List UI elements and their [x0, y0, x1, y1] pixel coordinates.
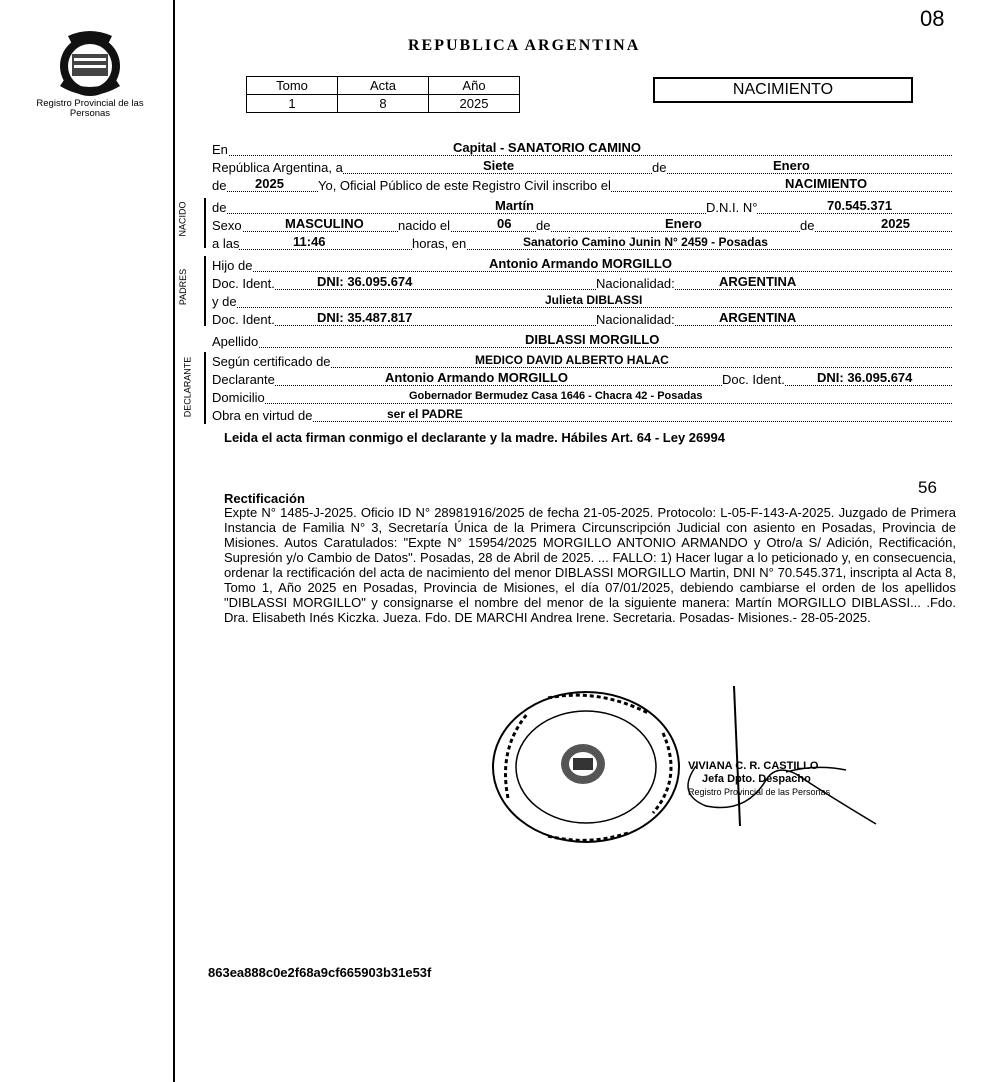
- row-domicilio: [212, 388, 952, 405]
- value-padre-doc: DNI: 36.095.674: [317, 274, 413, 289]
- label-doc2: Doc. Ident.: [212, 312, 275, 327]
- row-inscribo: [212, 176, 952, 193]
- provincial-seal-logo: [50, 28, 130, 100]
- value-nac-mes: Enero: [665, 216, 702, 231]
- label-doc3: Doc. Ident.: [722, 372, 785, 387]
- org-name: Registro Provincial de las Personas: [36, 98, 144, 119]
- label-domicilio: Domicilio: [212, 390, 265, 405]
- document-hash: 863ea888c0e2f68a9cf665903b31e53f: [208, 965, 432, 980]
- handwritten-signature: [676, 684, 896, 834]
- label-de: de: [652, 160, 667, 175]
- value-mes: Enero: [773, 158, 810, 173]
- row-obra: [212, 406, 952, 423]
- label-sexo: Sexo: [212, 218, 242, 233]
- value-dia: Siete: [483, 158, 515, 173]
- value-nac-anio: 2025: [881, 216, 910, 231]
- value-domicilio: Gobernador Bermudez Casa 1646 - Chacra 42 - Posadas: [409, 390, 703, 402]
- value-declarante-doc: DNI: 36.095.674: [817, 370, 913, 385]
- official-stamp: [488, 688, 684, 846]
- bracket-declarante: [204, 352, 206, 424]
- label-doc: Doc. Ident.: [212, 276, 275, 291]
- value-dni: 70.545.371: [827, 198, 893, 213]
- row-declarante: [212, 370, 952, 387]
- value-anio: 2025: [255, 176, 284, 191]
- label-republica: República Argentina, a: [212, 160, 343, 175]
- label-obra: Obra en virtud de: [212, 408, 313, 423]
- value-tomo: 1: [247, 95, 338, 113]
- value-acta: 8: [338, 95, 429, 113]
- label-section-padres: PADRES: [178, 268, 189, 306]
- signer-name: VIVIANA C. R. CASTILLO: [688, 760, 819, 772]
- label-de3: de: [212, 200, 227, 215]
- label-certificado: Según certificado de: [212, 354, 331, 369]
- header-anio: Año: [429, 77, 520, 95]
- leida-text: Leida el acta firman conmigo el declarante y la madre. Hábiles Art. 64 - Ley 26994: [224, 430, 725, 445]
- bracket-nacido: [204, 198, 206, 248]
- value-declarante: Antonio Armando MORGILLO: [385, 370, 568, 385]
- value-certificado: MEDICO DAVID ALBERTO HALAC: [475, 353, 669, 367]
- value-en: Capital - SANATORIO CAMINO: [453, 140, 642, 155]
- header-acta: Acta: [338, 77, 429, 95]
- row-apellido: [212, 332, 952, 349]
- row-sexo: [212, 216, 952, 233]
- value-inscribo-tipo: NACIMIENTO: [785, 176, 868, 191]
- row-padre-doc: [212, 274, 952, 291]
- label-nacionalidad2: Nacionalidad:: [596, 312, 675, 327]
- label-oficial: Yo, Oficial Público de este Registro Civil inscribo el: [318, 178, 611, 193]
- value-sexo: MASCULINO: [285, 216, 364, 231]
- label-horas: horas, en: [412, 236, 467, 251]
- signer-org: Registro Provincial de las Personas: [688, 787, 831, 797]
- rectificacion-title: Rectificación: [224, 491, 305, 506]
- label-declarante: Declarante: [212, 372, 275, 387]
- value-anio: 2025: [429, 95, 520, 113]
- value-madre-nac: ARGENTINA: [719, 310, 797, 325]
- value-hora: 11:46: [293, 234, 326, 249]
- label-nac-de2: de: [800, 218, 815, 233]
- value-apellido: DIBLASSI MORGILLO: [525, 332, 660, 347]
- label-en: En: [212, 142, 228, 157]
- rectificacion-body: Expte N° 1485-J-2025. Oficio ID N° 28981916/2025 de fecha 21-05-2025. Protocolo: L-05-F-143-A-2025. Juzgado de Primera Instancia de Familia N° 3, Secretaría Única de la Primera Circunscripción Judicial con asiento en Posadas, Provincia de Misiones. Autos Caratulados: "Expte N° 15954/2025 MORGILLO ANTONIO ARMANDO y Otro/a S/ Adición, Rectificación, Supresión y/o Cambio de Datos". Posadas, 28 de Abril de 2025. ... FALLO: 1) Hacer lugar a lo peticionado y, en consecuencia, ordenar la rectificación del acta de nacimiento del menor DIBLASSI MORGILLO Martin, DNI N° 70.545.371, inscripta al Acta 8, Tomo 1, Año 2025 en Posadas, Provincia de Misiones, el día 07/01/2025, debiendo cambiarse el orden de los apellidos "DIBLASSI MORGILLO" y consignarse el nombre del menor de la siguiente manera: Martín MORGILLO DIBLASSI... .Fdo. Dra. Elisabeth Inés Kiczka. Jueza. Fdo. DE MARCHI Andrea Irene. Secretaria. Posadas- Misiones.- 28-05-2025.: [224, 505, 956, 625]
- sheet-number: 08: [920, 6, 945, 31]
- document-title: REPUBLICA ARGENTINA: [408, 37, 641, 54]
- row-madre-doc: [212, 310, 952, 327]
- signature-stamp: [688, 760, 830, 799]
- label-nac-de: de: [536, 218, 551, 233]
- label-nacionalidad: Nacionalidad:: [596, 276, 675, 291]
- label-yde: y de: [212, 294, 237, 309]
- value-madre: Julieta DIBLASSI: [545, 293, 643, 307]
- row-hora: [212, 234, 952, 251]
- header-tomo: Tomo: [247, 77, 338, 95]
- value-padre-nac: ARGENTINA: [719, 274, 797, 289]
- bracket-padres: [204, 256, 206, 326]
- value-nac-dia: 06: [497, 216, 512, 231]
- label-nacido: nacido el: [398, 218, 451, 233]
- margin-number: 56: [918, 478, 937, 497]
- label-alas: a las: [212, 236, 240, 251]
- signer-role: Jefa Dpto. Despacho: [702, 773, 811, 785]
- value-obra: ser el PADRE: [387, 407, 463, 421]
- row-certificado: [212, 352, 952, 369]
- label-de2: de: [212, 178, 227, 193]
- label-dni: D.N.I. N°: [706, 200, 758, 215]
- value-madre-doc: DNI: 35.487.817: [317, 310, 413, 325]
- label-section-declarante: DECLARANTE: [182, 356, 193, 418]
- register-table: [246, 76, 520, 113]
- value-padre: Antonio Armando MORGILLO: [489, 256, 672, 271]
- label-apellido: Apellido: [212, 334, 259, 349]
- row-en: [212, 140, 952, 157]
- row-madre: [212, 292, 952, 309]
- row-republica: [212, 158, 952, 175]
- value-nombre: Martín: [495, 198, 534, 213]
- row-hijo: [212, 256, 952, 273]
- label-section-nacido: NACIDO: [177, 201, 188, 237]
- label-hijo: Hijo de: [212, 258, 253, 273]
- value-lugar-nac: Sanatorio Camino Junin N° 2459 - Posadas: [523, 235, 768, 249]
- row-nombre: [212, 198, 952, 215]
- record-type-box: NACIMIENTO: [653, 77, 913, 103]
- margin-line: [173, 0, 175, 1082]
